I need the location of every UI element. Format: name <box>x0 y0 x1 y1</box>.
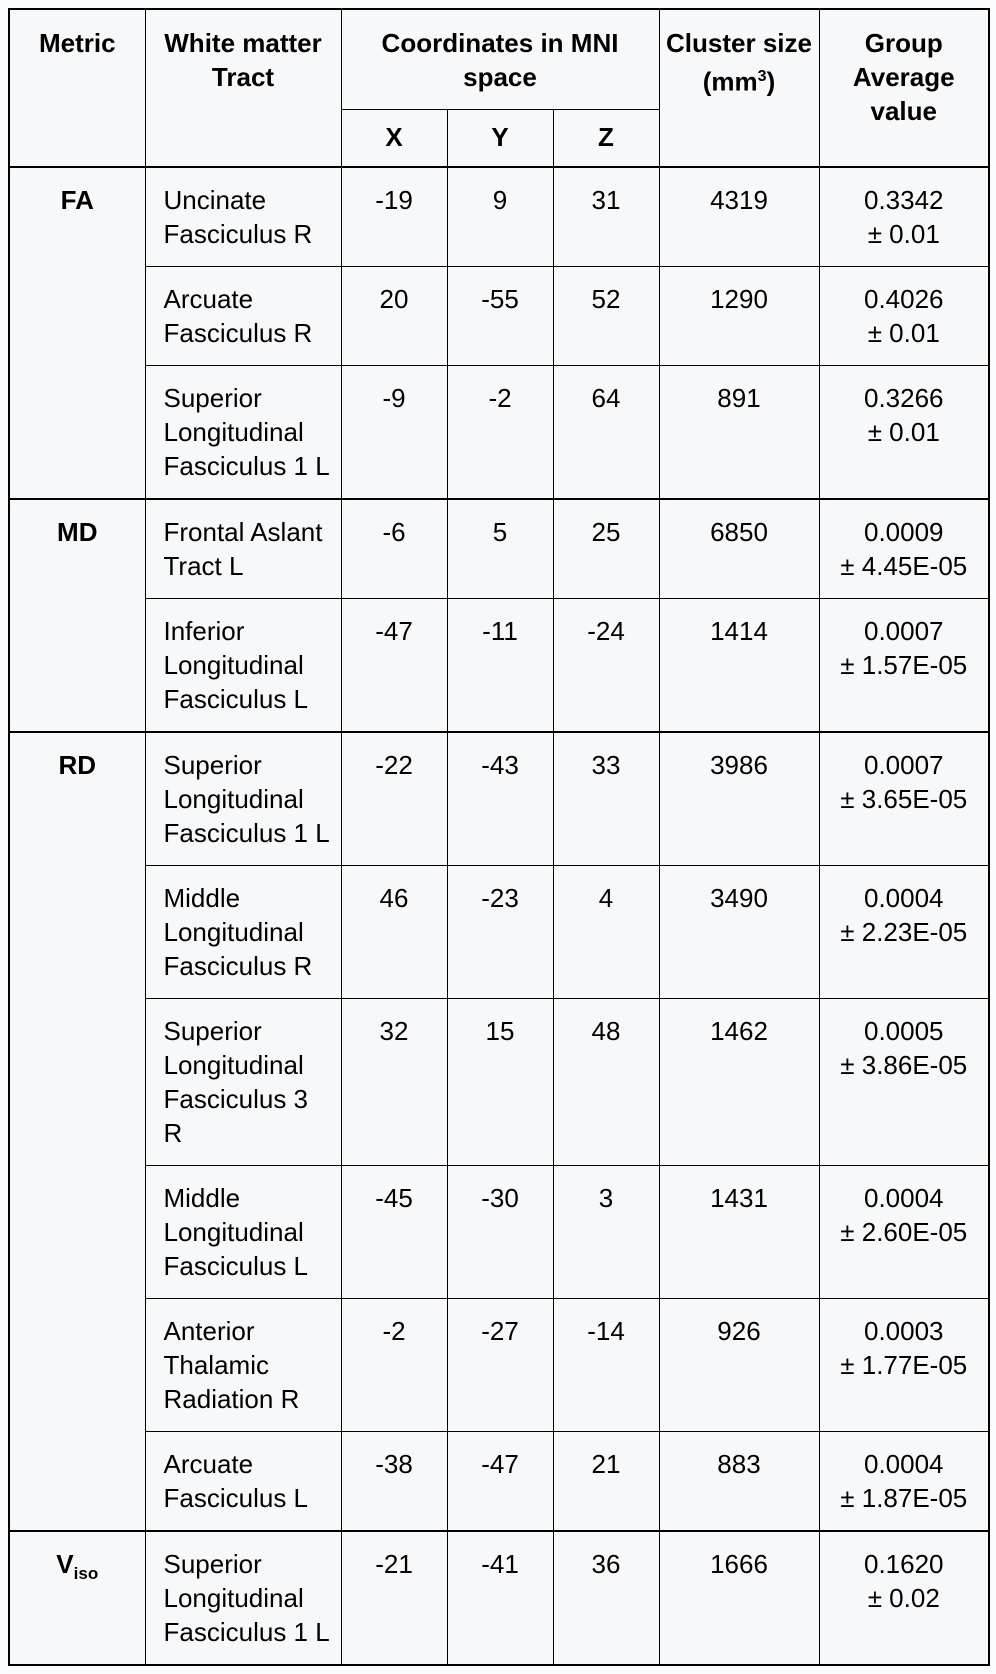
group-average-value: 0.0004 <box>863 883 944 913</box>
group-average-value: 0.0003 <box>863 1316 944 1346</box>
group-average-error: ± 1.57E-05 <box>840 650 968 680</box>
table-row <box>9 999 989 1166</box>
group-average-value: 0.0005 <box>863 1016 944 1046</box>
group-average-error: ± 3.86E-05 <box>840 1050 968 1080</box>
group-average-cell <box>819 999 989 1166</box>
z-cell: -24 <box>553 599 659 733</box>
cluster-size-cell: 6850 <box>659 499 819 599</box>
header-y: Y <box>447 110 553 168</box>
y-cell: -2 <box>447 366 553 500</box>
tract-statistics-table <box>8 8 990 1666</box>
table-row <box>9 167 989 267</box>
x-cell: 32 <box>341 999 447 1166</box>
z-cell: 25 <box>553 499 659 599</box>
x-cell: -2 <box>341 1299 447 1432</box>
y-cell: -41 <box>447 1531 553 1665</box>
y-cell: 9 <box>447 167 553 267</box>
y-cell: -43 <box>447 732 553 866</box>
group-average-value: 0.1620 <box>863 1549 944 1579</box>
header-tract: White matter Tract <box>145 9 341 167</box>
cluster-size-cell: 3986 <box>659 732 819 866</box>
group-average-cell <box>819 366 989 500</box>
y-cell: -27 <box>447 1299 553 1432</box>
metric-cell <box>9 167 145 499</box>
y-cell: -30 <box>447 1166 553 1299</box>
metric-label: V <box>56 1549 74 1579</box>
group-average-error: ± 4.45E-05 <box>840 551 968 581</box>
metric-cell <box>9 499 145 732</box>
z-cell: 33 <box>553 732 659 866</box>
y-cell: -55 <box>447 267 553 366</box>
group-average-value: 0.0009 <box>863 517 944 547</box>
x-cell: -38 <box>341 1432 447 1532</box>
group-average-error: ± 2.23E-05 <box>840 917 968 947</box>
group-average-value: 0.0007 <box>863 616 944 646</box>
x-cell: -19 <box>341 167 447 267</box>
table-row <box>9 1531 989 1665</box>
table-row <box>9 366 989 500</box>
table-row <box>9 1432 989 1532</box>
group-average-cell <box>819 1432 989 1532</box>
cluster-size-cell: 1462 <box>659 999 819 1166</box>
table-row <box>9 267 989 366</box>
table-row <box>9 1299 989 1432</box>
z-cell: 4 <box>553 866 659 999</box>
tract-cell: Inferior Longitudinal Fasciculus L <box>145 599 341 733</box>
group-average-cell <box>819 167 989 267</box>
header-metric: Metric <box>9 9 145 167</box>
group-average-error: ± 2.60E-05 <box>840 1217 968 1247</box>
table-row <box>9 499 989 599</box>
cluster-size-cell: 4319 <box>659 167 819 267</box>
tract-cell: Frontal Aslant Tract L <box>145 499 341 599</box>
group-average-cell <box>819 866 989 999</box>
z-cell: 21 <box>553 1432 659 1532</box>
group-average-cell <box>819 599 989 733</box>
tract-cell: Middle Longitudinal Fasciculus R <box>145 866 341 999</box>
group-average-cell <box>819 267 989 366</box>
metric-label: FA <box>60 185 94 215</box>
group-average-cell <box>819 1299 989 1432</box>
header-cluster-size: Cluster size $(mm^3)$ <box>659 9 819 167</box>
group-average-cell <box>819 1531 989 1665</box>
group-average-value: 0.0004 <box>863 1183 944 1213</box>
group-average-error: ± 0.02 <box>867 1583 940 1613</box>
tract-cell: Middle Longitudinal Fasciculus L <box>145 1166 341 1299</box>
cluster-size-cell: 1290 <box>659 267 819 366</box>
y-cell: 15 <box>447 999 553 1166</box>
y-cell: 5 <box>447 499 553 599</box>
cluster-size-cell: 891 <box>659 366 819 500</box>
x-cell: -9 <box>341 366 447 500</box>
metric-cell <box>9 732 145 1531</box>
table-row <box>9 732 989 866</box>
cluster-size-cell: 926 <box>659 1299 819 1432</box>
x-cell: -21 <box>341 1531 447 1665</box>
x-cell: 20 <box>341 267 447 366</box>
tract-cell: Superior Longitudinal Fasciculus 3 R <box>145 999 341 1166</box>
group-average-value: 0.3266 <box>863 383 944 413</box>
header-coordinates: Coordinates in MNI space <box>341 9 659 110</box>
z-cell: 64 <box>553 366 659 500</box>
superscript-3: 3 <box>757 68 767 85</box>
cluster-size-cell: 1431 <box>659 1166 819 1299</box>
table-body <box>9 167 989 1665</box>
header-x: X <box>341 110 447 168</box>
group-average-value: 0.3342 <box>863 185 944 215</box>
tract-cell: Arcuate Fasciculus R <box>145 267 341 366</box>
group-average-error: ± 0.01 <box>867 219 940 249</box>
group-average-error: ± 3.65E-05 <box>840 784 968 814</box>
table-header <box>9 9 989 167</box>
tract-cell: Superior Longitudinal Fasciculus 1 L <box>145 732 341 866</box>
x-cell: -6 <box>341 499 447 599</box>
cluster-size-cell: 883 <box>659 1432 819 1532</box>
z-cell: 31 <box>553 167 659 267</box>
group-average-value: 0.0007 <box>863 750 944 780</box>
group-average-cell <box>819 732 989 866</box>
tract-cell: Superior Longitudinal Fasciculus 1 L <box>145 1531 341 1665</box>
group-average-cell <box>819 499 989 599</box>
x-cell: 46 <box>341 866 447 999</box>
x-cell: -45 <box>341 1166 447 1299</box>
group-average-value: 0.4026 <box>863 284 944 314</box>
tract-cell: Uncinate Fasciculus R <box>145 167 341 267</box>
x-cell: -22 <box>341 732 447 866</box>
metric-subscript: iso <box>73 1564 99 1584</box>
tract-cell: Anterior Thalamic Radiation R <box>145 1299 341 1432</box>
tract-cell: Arcuate Fasciculus L <box>145 1432 341 1532</box>
table-row <box>9 1166 989 1299</box>
metric-cell <box>9 1531 145 1665</box>
group-average-value: 0.0004 <box>863 1449 944 1479</box>
cluster-size-cell: 3490 <box>659 866 819 999</box>
group-average-error: ± 0.01 <box>867 417 940 447</box>
header-z: Z <box>553 110 659 168</box>
z-cell: 3 <box>553 1166 659 1299</box>
y-cell: -23 <box>447 866 553 999</box>
x-cell: -47 <box>341 599 447 733</box>
cluster-size-cell: 1666 <box>659 1531 819 1665</box>
z-cell: -14 <box>553 1299 659 1432</box>
metric-label: MD <box>57 517 98 547</box>
group-average-error: ± 0.01 <box>867 318 940 348</box>
cluster-size-cell: 1414 <box>659 599 819 733</box>
metric-label: RD <box>58 750 97 780</box>
group-average-error: ± 1.77E-05 <box>840 1350 968 1380</box>
y-cell: -11 <box>447 599 553 733</box>
y-cell: -47 <box>447 1432 553 1532</box>
group-average-cell <box>819 1166 989 1299</box>
header-group-average: Group Average value <box>819 9 989 167</box>
table-row <box>9 599 989 733</box>
tract-cell: Superior Longitudinal Fasciculus 1 L <box>145 366 341 500</box>
table-row <box>9 866 989 999</box>
z-cell: 36 <box>553 1531 659 1665</box>
z-cell: 48 <box>553 999 659 1166</box>
z-cell: 52 <box>553 267 659 366</box>
group-average-error: ± 1.87E-05 <box>840 1483 968 1513</box>
